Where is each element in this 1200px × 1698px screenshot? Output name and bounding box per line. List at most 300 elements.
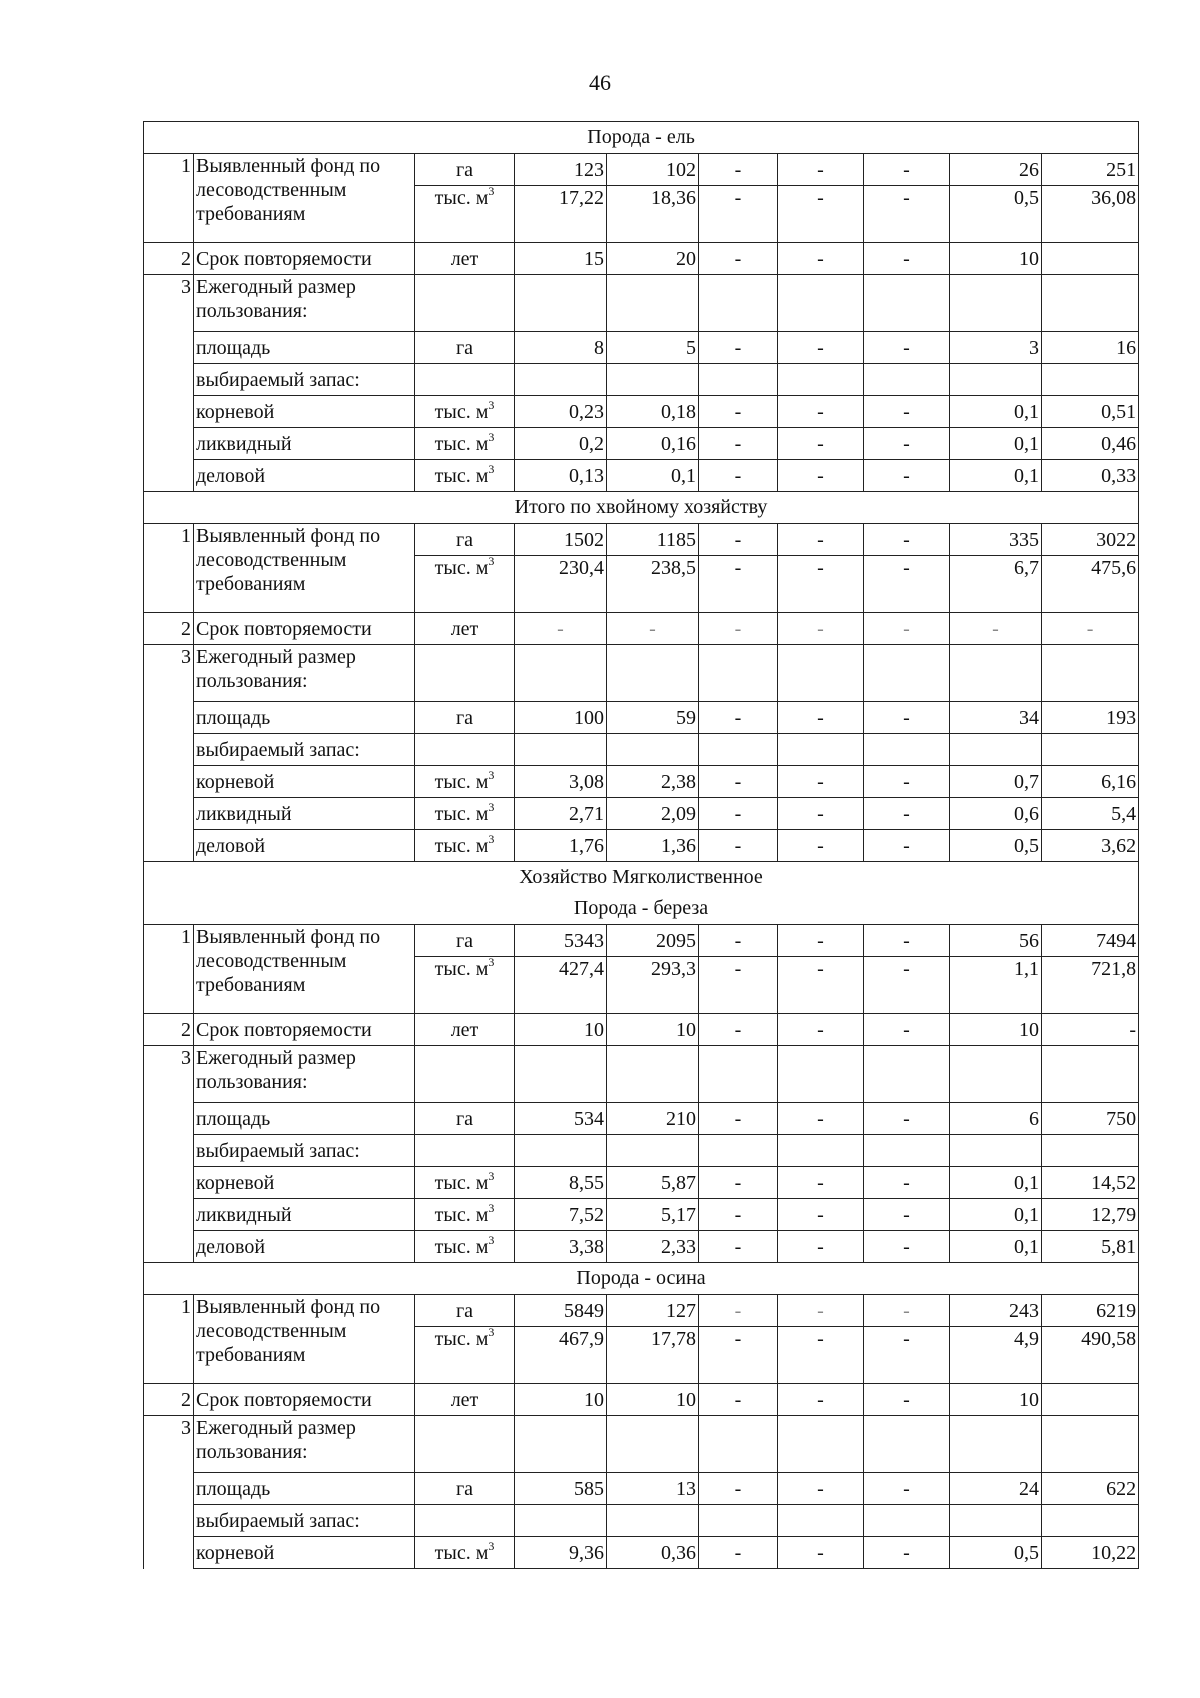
value-cell: 230,4: [515, 556, 607, 613]
value-cell: -: [699, 957, 778, 1014]
empty-cell: [607, 1135, 699, 1167]
empty-cell: [950, 275, 1042, 332]
unit-ha: га: [415, 524, 515, 556]
unit-tm3: [415, 1537, 515, 1569]
value-cell: -: [699, 1327, 778, 1384]
unit-superscript: 3: [488, 1168, 495, 1183]
unit-text: тыс. м: [434, 1171, 489, 1194]
value-cell: -: [778, 830, 864, 862]
value-cell: 0,33: [1042, 460, 1139, 492]
fund-ha-row: [144, 925, 1139, 957]
root-label: корневой: [194, 766, 415, 798]
value-cell: 3,38: [515, 1231, 607, 1263]
row-number: 3: [144, 1416, 194, 1569]
annual-label: [194, 645, 415, 702]
value-cell: -: [699, 556, 778, 613]
period-row: [144, 1384, 1139, 1416]
period-label: Срок повторяемости: [194, 613, 415, 645]
liquid-row: [144, 1199, 1139, 1231]
value-cell: 335: [950, 524, 1042, 556]
value-cell: 15: [515, 243, 607, 275]
empty-cell: [699, 1416, 778, 1473]
empty-cell: [515, 1135, 607, 1167]
value-cell: 100: [515, 702, 607, 734]
empty-cell: [950, 645, 1042, 702]
value-cell: 0,1: [950, 1167, 1042, 1199]
annual-label-line: Ежегодный размер: [196, 1047, 356, 1069]
unit-tm3: [415, 396, 515, 428]
value-cell: -: [699, 186, 778, 243]
empty-cell: [950, 1416, 1042, 1473]
row-number: 2: [144, 1014, 194, 1046]
value-cell: -: [699, 154, 778, 186]
empty-cell: [699, 364, 778, 396]
root-row: [144, 766, 1139, 798]
value-cell: -: [778, 186, 864, 243]
empty-cell: [699, 1046, 778, 1103]
value-cell: 0,5: [950, 1537, 1042, 1569]
value-cell: 6219: [1042, 1295, 1139, 1327]
root-row: [144, 1537, 1139, 1569]
root-label: корневой: [194, 1537, 415, 1569]
empty-cell: [607, 1046, 699, 1103]
stock-label: выбираемый запас:: [194, 364, 415, 396]
empty-cell: [415, 1416, 515, 1473]
root-label: корневой: [194, 1167, 415, 1199]
value-cell: 2,71: [515, 798, 607, 830]
value-cell: -: [778, 798, 864, 830]
value-cell: -: [778, 702, 864, 734]
value-cell: 1,1: [950, 957, 1042, 1014]
unit-ha: га: [415, 702, 515, 734]
empty-cell: [515, 1046, 607, 1103]
unit-superscript: 3: [488, 1326, 495, 1339]
empty-cell: [415, 734, 515, 766]
value-cell: 3022: [1042, 524, 1139, 556]
value-cell: -: [864, 1231, 950, 1263]
value-cell: -: [778, 925, 864, 957]
value-cell: -: [699, 396, 778, 428]
empty-cell: [1042, 645, 1139, 702]
unit-text: тыс. м: [434, 557, 489, 579]
empty-cell: [778, 1505, 864, 1537]
value-cell: -: [864, 1537, 950, 1569]
empty-cell: [415, 1505, 515, 1537]
unit-superscript: 3: [488, 555, 495, 568]
empty-cell: [699, 645, 778, 702]
value-cell: -: [778, 460, 864, 492]
value-cell: 2095: [607, 925, 699, 957]
empty-cell: [950, 364, 1042, 396]
value-cell: -: [778, 1327, 864, 1384]
value-cell: -: [864, 1327, 950, 1384]
annual-label-line: Ежегодный размер: [196, 646, 356, 668]
fund-label-line: лесоводственным: [196, 549, 347, 571]
empty-cell: [778, 645, 864, 702]
value-cell: -: [699, 798, 778, 830]
value-cell: -: [778, 154, 864, 186]
value-cell: 10: [607, 1014, 699, 1046]
value-cell: 0,1: [950, 1231, 1042, 1263]
value-cell: -: [864, 556, 950, 613]
empty-cell: [778, 1046, 864, 1103]
unit-tm3: [415, 186, 515, 243]
value-cell: [1042, 243, 1139, 275]
value-cell: -: [699, 766, 778, 798]
root-label: корневой: [194, 396, 415, 428]
empty-cell: [950, 1505, 1042, 1537]
empty-cell: [699, 734, 778, 766]
empty-cell: [515, 645, 607, 702]
unit-ha: га: [415, 332, 515, 364]
value-cell: -: [864, 1199, 950, 1231]
stock-label: выбираемый запас:: [194, 1505, 415, 1537]
unit-superscript: 3: [488, 1538, 495, 1553]
value-cell: 534: [515, 1103, 607, 1135]
fund-ha-row: [144, 1295, 1139, 1327]
annual-row: [144, 645, 1139, 702]
value-cell: 0,36: [607, 1537, 699, 1569]
forest-use-table: [143, 121, 1139, 1569]
row-number: 3: [144, 645, 194, 862]
value-cell: -: [1042, 613, 1139, 645]
unit-text: тыс. м: [434, 400, 489, 423]
value-cell: 5343: [515, 925, 607, 957]
value-cell: 210: [607, 1103, 699, 1135]
row-number: 2: [144, 1384, 194, 1416]
value-cell: 1185: [607, 524, 699, 556]
unit-ha: га: [415, 1103, 515, 1135]
unit-tm3: [415, 1167, 515, 1199]
unit-text: тыс. м: [434, 958, 489, 980]
value-cell: -: [778, 1537, 864, 1569]
unit-superscript: 3: [488, 185, 495, 198]
value-cell: 0,46: [1042, 428, 1139, 460]
empty-cell: [607, 734, 699, 766]
fund-label-line: требованиям: [196, 1344, 306, 1366]
value-cell: -: [699, 1537, 778, 1569]
value-cell: -: [778, 556, 864, 613]
empty-cell: [515, 275, 607, 332]
value-cell: 16: [1042, 332, 1139, 364]
value-cell: -: [864, 332, 950, 364]
value-cell: 9,36: [515, 1537, 607, 1569]
empty-cell: [950, 1135, 1042, 1167]
unit-ha: га: [415, 154, 515, 186]
value-cell: -: [864, 798, 950, 830]
value-cell: 0,5: [950, 186, 1042, 243]
fund-ha-row: [144, 524, 1139, 556]
empty-cell: [864, 734, 950, 766]
stock-row: [144, 364, 1139, 396]
liquid-label: ликвидный: [194, 428, 415, 460]
value-cell: 17,22: [515, 186, 607, 243]
unit-text: тыс. м: [434, 1235, 489, 1258]
unit-text: тыс. м: [434, 802, 489, 825]
value-cell: 243: [950, 1295, 1042, 1327]
page-number: 46: [589, 70, 611, 95]
empty-cell: [864, 1135, 950, 1167]
value-cell: 293,3: [607, 957, 699, 1014]
value-cell: 3,08: [515, 766, 607, 798]
stock-label: выбираемый запас:: [194, 1135, 415, 1167]
row-number: 1: [144, 925, 194, 1014]
section-header-lines: [146, 122, 1136, 153]
annual-label: [194, 275, 415, 332]
empty-cell: [607, 364, 699, 396]
value-cell: 622: [1042, 1473, 1139, 1505]
empty-cell: [1042, 1046, 1139, 1103]
value-cell: -: [864, 154, 950, 186]
value-cell: 0,5: [950, 830, 1042, 862]
period-label: Срок повторяемости: [194, 1014, 415, 1046]
unit-tm3: [415, 556, 515, 613]
value-cell: -: [778, 1199, 864, 1231]
root-row: [144, 396, 1139, 428]
value-cell: -: [699, 1167, 778, 1199]
empty-cell: [864, 645, 950, 702]
empty-cell: [699, 1505, 778, 1537]
value-cell: [1042, 1384, 1139, 1416]
value-cell: -: [864, 1473, 950, 1505]
root-row: [144, 1167, 1139, 1199]
area-row: [144, 1473, 1139, 1505]
value-cell: 1502: [515, 524, 607, 556]
row-number: 2: [144, 243, 194, 275]
unit-years: лет: [415, 1014, 515, 1046]
value-cell: 24: [950, 1473, 1042, 1505]
value-cell: 12,79: [1042, 1199, 1139, 1231]
fund-label-line: требованиям: [196, 203, 306, 225]
empty-cell: [864, 364, 950, 396]
value-cell: -: [864, 1384, 950, 1416]
fund-label-line: Выявленный фонд по: [196, 155, 381, 177]
period-label: Срок повторяемости: [194, 1384, 415, 1416]
value-cell: 1,36: [607, 830, 699, 862]
value-cell: -: [950, 613, 1042, 645]
section-header-row: [144, 1263, 1139, 1295]
value-cell: 10: [607, 1384, 699, 1416]
business-label: деловой: [194, 1231, 415, 1263]
value-cell: -: [864, 925, 950, 957]
value-cell: 8,55: [515, 1167, 607, 1199]
value-cell: -: [864, 702, 950, 734]
fund-label-line: лесоводственным: [196, 1320, 347, 1342]
value-cell: -: [699, 1384, 778, 1416]
section-title: Порода - осина: [576, 1267, 706, 1289]
stock-row: [144, 734, 1139, 766]
empty-cell: [1042, 1416, 1139, 1473]
value-cell: 59: [607, 702, 699, 734]
value-cell: 238,5: [607, 556, 699, 613]
value-cell: 6,7: [950, 556, 1042, 613]
value-cell: 467,9: [515, 1327, 607, 1384]
value-cell: 0,51: [1042, 396, 1139, 428]
empty-cell: [1042, 364, 1139, 396]
value-cell: -: [778, 766, 864, 798]
period-label: Срок повторяемости: [194, 243, 415, 275]
value-cell: 10,22: [1042, 1537, 1139, 1569]
value-cell: -: [864, 243, 950, 275]
value-cell: 1,76: [515, 830, 607, 862]
section-title: Порода - береза: [573, 897, 709, 919]
value-cell: 10: [950, 243, 1042, 275]
liquid-label: ликвидный: [194, 1199, 415, 1231]
unit-text: тыс. м: [434, 464, 489, 487]
annual-row: [144, 1416, 1139, 1473]
unit-text: тыс. м: [434, 1328, 489, 1350]
unit-superscript: 3: [488, 799, 495, 814]
unit-superscript: 3: [488, 956, 495, 969]
section-header: [144, 862, 1139, 925]
value-cell: 0,1: [950, 1199, 1042, 1231]
annual-label-line: пользования:: [196, 300, 308, 322]
value-cell: 36,08: [1042, 186, 1139, 243]
empty-cell: [1042, 1505, 1139, 1537]
section-header-row: [144, 492, 1139, 524]
value-cell: 26: [950, 154, 1042, 186]
value-cell: 0,1: [607, 460, 699, 492]
section-header-row: [144, 862, 1139, 925]
value-cell: 10: [515, 1384, 607, 1416]
value-cell: 6: [950, 1103, 1042, 1135]
value-cell: 14,52: [1042, 1167, 1139, 1199]
value-cell: -: [864, 186, 950, 243]
value-cell: -: [699, 702, 778, 734]
annual-label-line: Ежегодный размер: [196, 276, 356, 298]
value-cell: -: [699, 925, 778, 957]
value-cell: -: [778, 1103, 864, 1135]
value-cell: 490,58: [1042, 1327, 1139, 1384]
value-cell: -: [699, 428, 778, 460]
unit-text: тыс. м: [434, 834, 489, 857]
value-cell: -: [778, 613, 864, 645]
value-cell: -: [699, 332, 778, 364]
section-header-lines: [146, 492, 1136, 523]
empty-cell: [415, 364, 515, 396]
unit-ha: га: [415, 1473, 515, 1505]
fund-label: [194, 1295, 415, 1384]
annual-label-line: пользования:: [196, 1441, 308, 1463]
empty-cell: [1042, 734, 1139, 766]
unit-tm3: [415, 766, 515, 798]
empty-cell: [950, 734, 1042, 766]
fund-label: [194, 154, 415, 243]
fund-label-line: требованиям: [196, 573, 306, 595]
unit-superscript: 3: [488, 1200, 495, 1215]
value-cell: -: [699, 1014, 778, 1046]
empty-cell: [778, 364, 864, 396]
empty-cell: [415, 1135, 515, 1167]
value-cell: 5: [607, 332, 699, 364]
unit-years: лет: [415, 1384, 515, 1416]
row-number: 1: [144, 1295, 194, 1384]
area-label: площадь: [194, 1473, 415, 1505]
empty-cell: [699, 275, 778, 332]
value-cell: -: [778, 524, 864, 556]
empty-cell: [778, 275, 864, 332]
value-cell: -: [778, 1231, 864, 1263]
section-title: Хозяйство Мягколиственное: [519, 866, 763, 888]
value-cell: 20: [607, 243, 699, 275]
fund-label-line: требованиям: [196, 974, 306, 996]
section-title: Итого по хвойному хозяйству: [514, 496, 768, 518]
value-cell: -: [864, 613, 950, 645]
value-cell: -: [778, 396, 864, 428]
fund-label-line: Выявленный фонд по: [196, 926, 381, 948]
value-cell: -: [699, 830, 778, 862]
unit-ha: га: [415, 1295, 515, 1327]
empty-cell: [415, 275, 515, 332]
empty-cell: [1042, 1135, 1139, 1167]
value-cell: -: [864, 830, 950, 862]
section-header: [144, 1263, 1139, 1295]
value-cell: 7,52: [515, 1199, 607, 1231]
area-row: [144, 702, 1139, 734]
empty-cell: [607, 1505, 699, 1537]
value-cell: -: [864, 1014, 950, 1046]
unit-tm3: [415, 1327, 515, 1384]
value-cell: 18,36: [607, 186, 699, 243]
unit-text: тыс. м: [434, 770, 489, 793]
value-cell: 3: [950, 332, 1042, 364]
section-header-lines: [146, 1263, 1136, 1294]
section-title: Порода - ель: [587, 126, 695, 148]
empty-cell: [864, 1046, 950, 1103]
value-cell: -: [864, 460, 950, 492]
value-cell: -: [778, 1384, 864, 1416]
period-row: [144, 613, 1139, 645]
row-number: 3: [144, 275, 194, 492]
value-cell: -: [778, 1473, 864, 1505]
empty-cell: [515, 364, 607, 396]
fund-label: [194, 925, 415, 1014]
value-cell: 0,13: [515, 460, 607, 492]
value-cell: 0,18: [607, 396, 699, 428]
stock-row: [144, 1135, 1139, 1167]
value-cell: -: [699, 243, 778, 275]
value-cell: -: [778, 428, 864, 460]
value-cell: 6,16: [1042, 766, 1139, 798]
value-cell: 34: [950, 702, 1042, 734]
unit-superscript: 3: [488, 461, 495, 476]
business-row: [144, 1231, 1139, 1263]
value-cell: -: [864, 1167, 950, 1199]
value-cell: 193: [1042, 702, 1139, 734]
row-number: 1: [144, 154, 194, 243]
value-cell: 5849: [515, 1295, 607, 1327]
unit-text: тыс. м: [434, 187, 489, 209]
value-cell: 0,16: [607, 428, 699, 460]
empty-cell: [778, 1416, 864, 1473]
stock-label: выбираемый запас:: [194, 734, 415, 766]
annual-row: [144, 1046, 1139, 1103]
empty-cell: [864, 1416, 950, 1473]
value-cell: 2,38: [607, 766, 699, 798]
value-cell: -: [699, 613, 778, 645]
annual-row: [144, 275, 1139, 332]
empty-cell: [950, 1046, 1042, 1103]
empty-cell: [415, 645, 515, 702]
empty-cell: [864, 275, 950, 332]
unit-superscript: 3: [488, 767, 495, 782]
unit-years: лет: [415, 243, 515, 275]
empty-cell: [607, 645, 699, 702]
business-label: деловой: [194, 460, 415, 492]
value-cell: -: [778, 957, 864, 1014]
value-cell: 0,23: [515, 396, 607, 428]
unit-tm3: [415, 428, 515, 460]
